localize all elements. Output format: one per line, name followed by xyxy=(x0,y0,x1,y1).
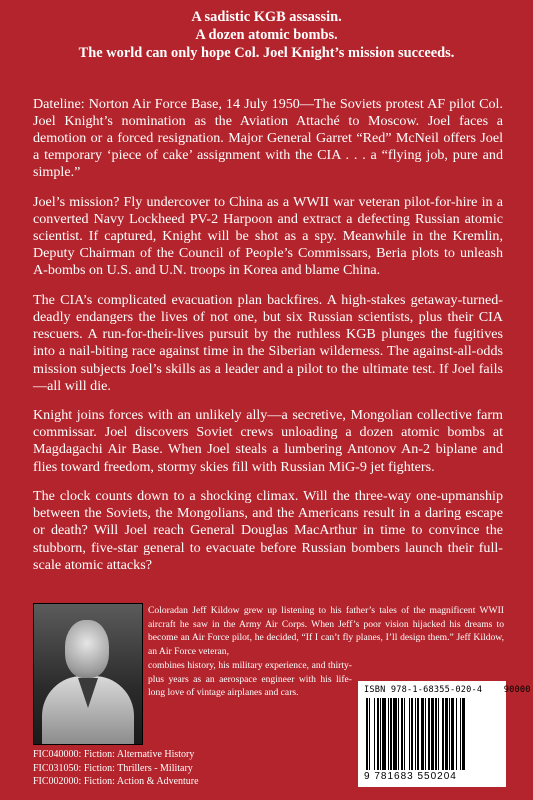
author-photo-face xyxy=(65,620,109,678)
barcode-bars xyxy=(366,698,498,770)
category-line: FIC031050: Fiction: Thrillers - Military xyxy=(33,762,193,774)
synopsis xyxy=(33,96,503,586)
tagline-line: A sadistic KGB assassin. xyxy=(191,9,342,25)
author-bio-continued: combines history, his military experience, and thirty-plus years as an aerospace engineer with his life-long love of vintage airplanes and cars. xyxy=(148,659,352,699)
isbn-text: ISBN 978-1-68355-020-4 xyxy=(364,685,483,695)
author-photo xyxy=(33,603,143,745)
synopsis-paragraph: The clock counts down to a shocking climax. Will the three-way one-upmanship between the Soviets, the Mongolians, and the Americans result in a daring escape or death? Will Joel reach General Douglas MacArthur in time to convince the stubborn, five-star general to evacuate before Russian bombers launch their full-scale atomic attacks? xyxy=(33,488,503,573)
isbn-barcode xyxy=(358,681,531,787)
category-line: FIC002000: Fiction: Action & Adventure xyxy=(33,776,199,787)
tagline-line: The world can only hope Col. Joel Knight’s mission succeeds. xyxy=(78,45,455,61)
synopsis-paragraph: Dateline: Norton Air Force Base, 14 July 1950—The Soviets protest AF pilot Col. Joel Knight’s nomination as the Aviation Attaché to Moscow. Joel faces a demotion or a forced resignation. Major General Garret “Red” McNeil offers Joel a temporary ‘piece of cake’ assignment with the CIA . . . a “flying job, pure and simple.” xyxy=(33,96,503,181)
price-code: 90000 xyxy=(503,685,531,695)
category-line: FIC040000: Fiction: Alternative History xyxy=(33,749,195,760)
isbn-number xyxy=(364,685,531,695)
barcode-bar xyxy=(465,698,466,770)
synopsis-paragraph: Joel’s mission? Fly undercover to China as a WWII war veteran pilot-for-hire in a converted Navy Lockheed PV-2 Harpoon and extract a defecting Russian atomic scientist. If captured, Knight will be shot as a spy. Meanwhile in the Kremlin, Deputy Chairman of the Council of People’s Commissars, Beria plots to unleash A-bombs on U.S. and U.N. troops in Korea and blame China. xyxy=(33,194,503,279)
author-bio-text: Coloradan Jeff Kildow grew up listening to his father’s tales of the magnificent WWII aircraft he saw in the Army Air Corps. When Jeff’s poor vision hijacked his dreams to become an Air Force pilot, he decided, “If I can’t fly planes, I’ll design them.” Jeff Kildow, an Air Force veteran, xyxy=(148,605,504,658)
tagline-line: A dozen atomic bombs. xyxy=(195,27,338,43)
barcode-digits: 9 781683 550204 xyxy=(364,771,457,782)
tagline xyxy=(0,8,533,62)
synopsis-paragraph: Knight joins forces with an unlikely ally—a secretive, Mongolian collective farm commissar. Joel discovers Soviet crews unloading a dozen atomic bombs at Magdagachi Air Base. When Joel steals a lumbering Antonov An-2 biplane and flies toward freedom, stormy skies fill with Russian MiG-9 jet fighters. xyxy=(33,407,503,475)
synopsis-paragraph: The CIA’s complicated evacuation plan backfires. A high-stakes getaway-turned-deadly endangers the lives of not one, but six Russian scientists, plus their CIA rescuers. A run-for-their-lives pursuit by the ruthless KGB plunges the fugitives into a nail-biting race against time in the Siberian wilderness. The against-all-odds mission subjects Joel’s skills as a leader and a pilot to the ultimate test. If Joel fails—all will die. xyxy=(33,292,503,394)
bisac-categories xyxy=(33,748,199,789)
